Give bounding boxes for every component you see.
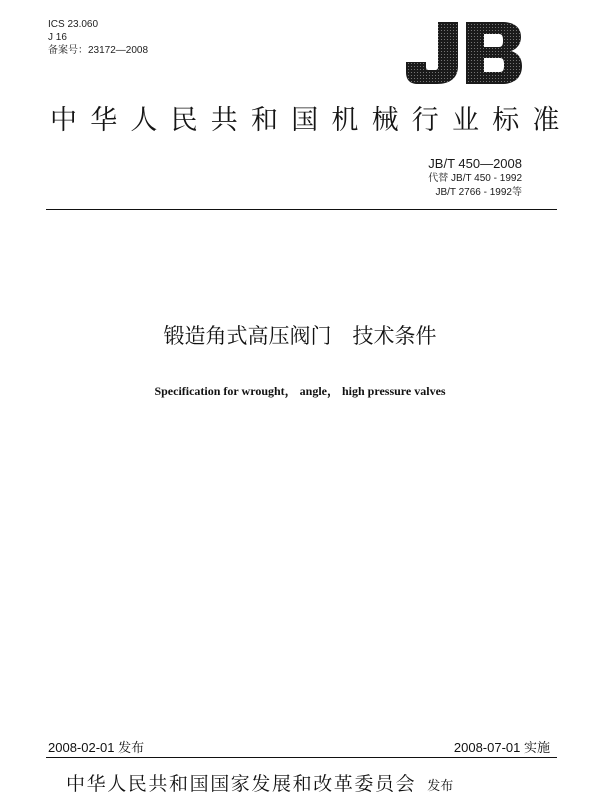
record-number: 备案号：23172—2008 <box>48 45 149 56</box>
document-title-cn: 锻造角式高压阀门 技术条件 <box>163 324 437 348</box>
standard-numbers <box>428 155 522 200</box>
footer-rule <box>46 757 557 758</box>
jb-logo <box>404 20 524 86</box>
header-meta <box>48 18 148 57</box>
issue-date: 2008-02-01 发布 <box>48 740 145 755</box>
issuer-suffix: 发布 <box>427 779 454 794</box>
document-title-en: Specification for wrought， angle， high pressure valves <box>154 384 446 398</box>
effective-date: 2008-07-01 实施 <box>453 740 550 755</box>
header-rule <box>46 209 557 210</box>
issuer-row <box>66 772 566 799</box>
org-title: 中华人民共和国机械行业标准 <box>50 105 573 136</box>
replaces-line-1: 代替 JB/T 450 - 1992 <box>428 173 522 184</box>
ics-code: ICS 23.060 <box>48 19 99 30</box>
standard-number: JB/T 450—2008 <box>428 156 522 171</box>
replaces-line-2: JB/T 2766 - 1992等 <box>435 187 522 198</box>
issuer-name: 中华人民共和国国家发展和改革委员会 <box>66 773 417 795</box>
classification-code: J 16 <box>48 32 67 43</box>
